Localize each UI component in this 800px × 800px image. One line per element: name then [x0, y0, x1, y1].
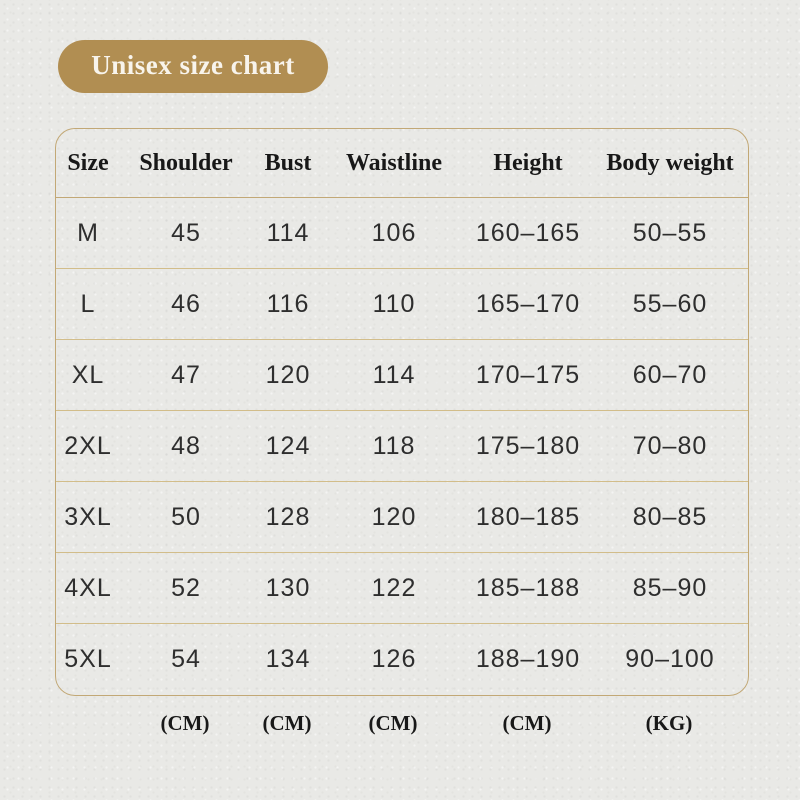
size-cell: L [80, 289, 96, 318]
table-row-xl [56, 340, 748, 411]
height-cell: 160–165 [475, 218, 581, 247]
unit-height: (CM) [502, 710, 552, 735]
unit-body-weight: (KG) [645, 710, 693, 735]
bust-cell: 124 [265, 431, 311, 460]
shoulder-cell: 54 [171, 645, 201, 673]
header-size: Size [67, 149, 109, 176]
size-cell: M [77, 218, 99, 247]
shoulder-cell: 50 [171, 502, 201, 531]
height-cell: 185–188 [475, 573, 581, 602]
bust-cell: 130 [265, 573, 311, 602]
waistline-cell: 122 [371, 573, 417, 602]
size-table [55, 128, 749, 696]
waistline-cell: 126 [371, 645, 417, 673]
bust-cell: 116 [266, 289, 310, 318]
table-row-5xl [56, 624, 748, 695]
body-weight-cell: 50–55 [632, 218, 708, 247]
table-row-2xl [56, 411, 748, 482]
height-cell: 188–190 [475, 645, 581, 673]
unit-bust: (CM) [262, 710, 312, 735]
waistline-cell: 118 [372, 431, 416, 460]
shoulder-cell: 52 [171, 573, 201, 602]
body-weight-cell: 55–60 [632, 289, 708, 318]
bust-cell: 114 [266, 218, 310, 247]
bust-cell: 128 [265, 502, 311, 531]
shoulder-cell: 47 [171, 360, 201, 389]
table-row-m [56, 198, 748, 269]
table-row-3xl [56, 482, 748, 553]
waistline-cell: 120 [371, 502, 417, 531]
table-row-l [56, 269, 748, 340]
body-weight-cell: 90–100 [625, 645, 715, 673]
unit-shoulder: (CM) [160, 710, 210, 735]
header-body-weight: Body weight [606, 149, 734, 176]
table-header-row [56, 129, 748, 198]
size-cell: 4XL [64, 573, 112, 602]
table-row-4xl [56, 553, 748, 624]
height-cell: 170–175 [475, 360, 581, 389]
header-bust: Bust [264, 149, 312, 176]
header-shoulder: Shoulder [139, 149, 233, 176]
waistline-cell: 114 [372, 360, 416, 389]
body-weight-cell: 70–80 [632, 431, 708, 460]
shoulder-cell: 48 [171, 431, 201, 460]
title-badge [58, 40, 328, 93]
bust-cell: 134 [265, 645, 311, 673]
unit-waistline: (CM) [368, 710, 418, 735]
size-cell: 2XL [64, 431, 112, 460]
size-cell: XL [71, 360, 105, 389]
bust-cell: 120 [265, 360, 311, 389]
size-cell: 5XL [64, 645, 112, 673]
waistline-cell: 106 [371, 218, 417, 247]
shoulder-cell: 45 [171, 218, 201, 247]
shoulder-cell: 46 [171, 289, 201, 318]
height-cell: 175–180 [475, 431, 581, 460]
size-cell: 3XL [64, 502, 112, 531]
body-weight-cell: 60–70 [632, 360, 708, 389]
page-title: Unisex size chart [91, 50, 295, 80]
header-height: Height [493, 149, 563, 176]
waistline-cell: 110 [372, 289, 416, 318]
height-cell: 180–185 [475, 502, 581, 531]
height-cell: 165–170 [475, 289, 581, 318]
body-weight-cell: 80–85 [632, 502, 708, 531]
units-row [55, 698, 749, 748]
header-waistline: Waistline [345, 149, 442, 176]
body-weight-cell: 85–90 [632, 573, 708, 602]
